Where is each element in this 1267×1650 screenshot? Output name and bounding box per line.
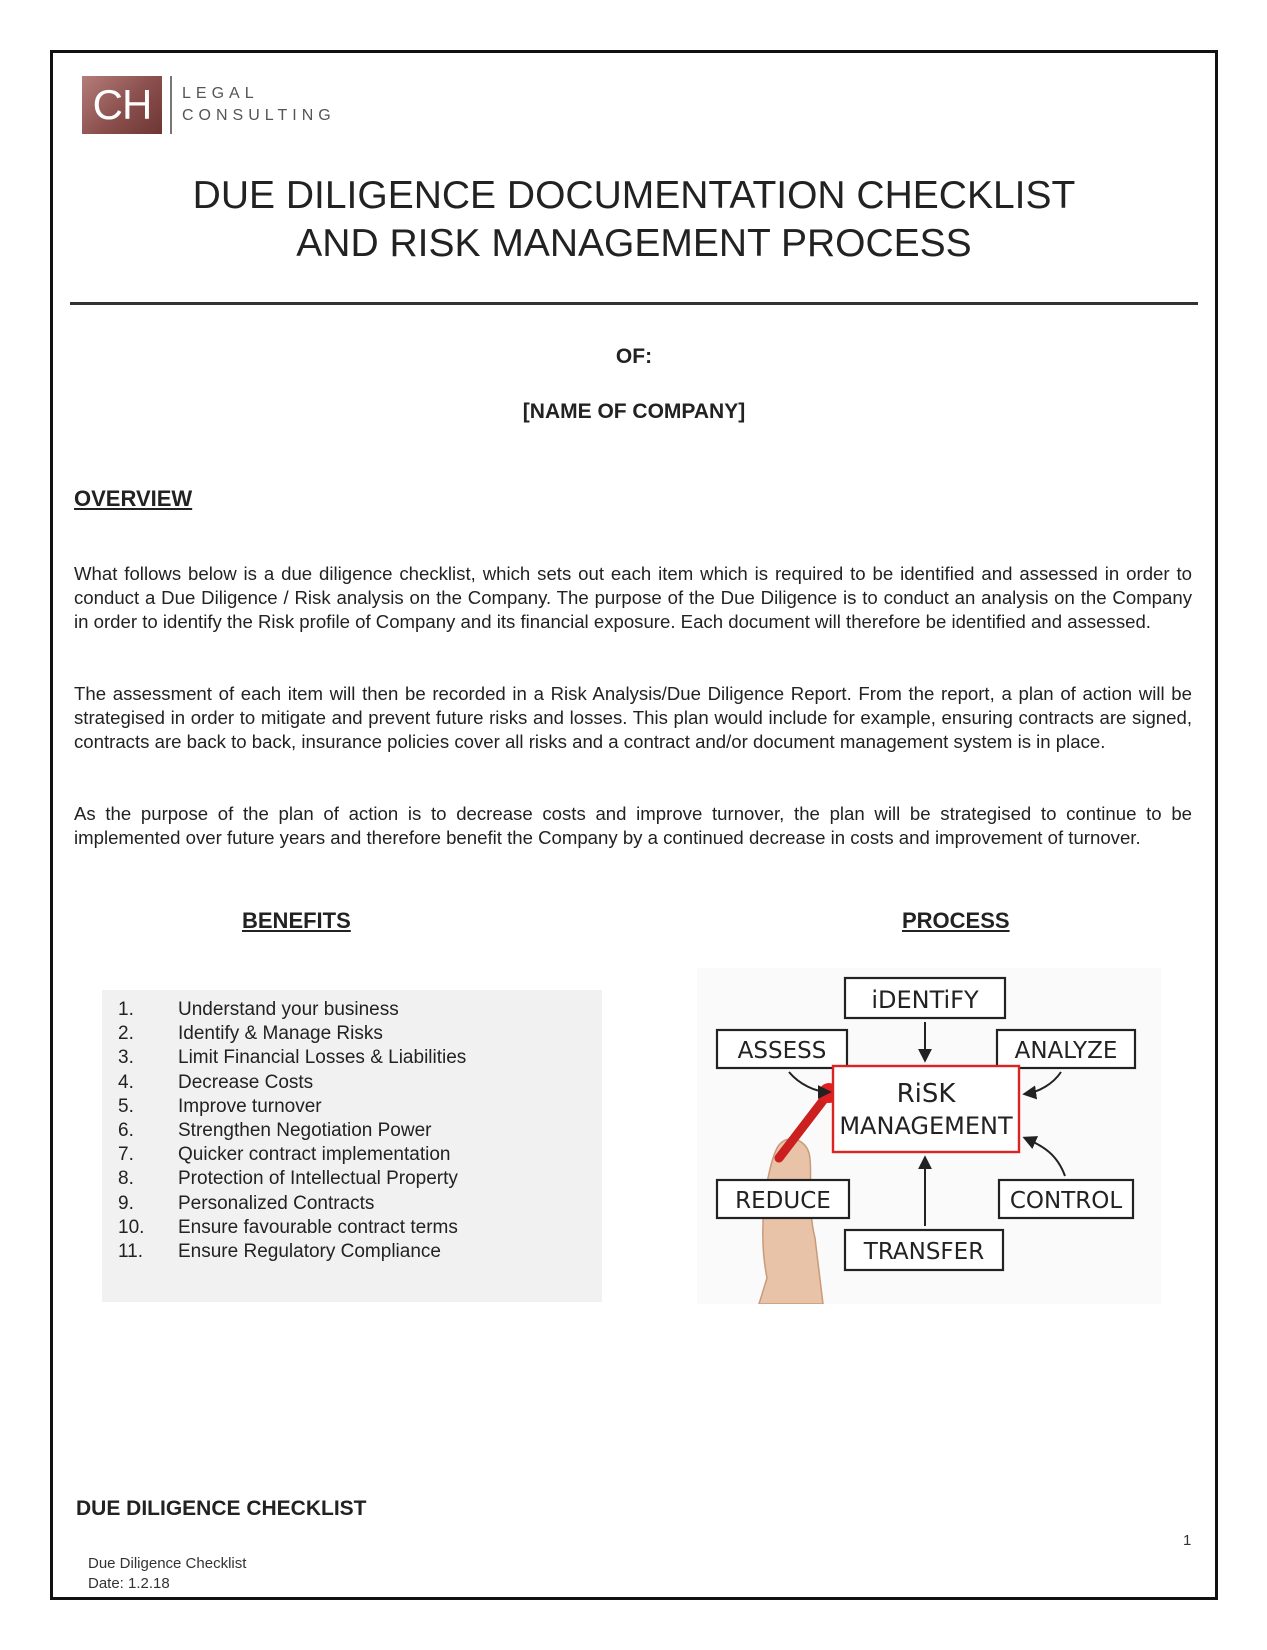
overview-paragraph: As the purpose of the plan of action is to decrease costs and improve turnover, the plan will be strategised to continue to be implemented over future years and therefore benefit the Company by a continued decrease in costs and improvement of turnover.: [74, 803, 1192, 848]
control-label: CONTROL: [1009, 1188, 1123, 1214]
benefits-list: [102, 990, 602, 1264]
title-divider: [70, 302, 1198, 305]
logo-mark: CH: [82, 76, 162, 134]
identify-label: iDENTiFY: [871, 986, 979, 1014]
overview-paragraph: The assessment of each item will then be recorded in a Risk Analysis/Due Diligence Report. From the report, a plan of action will be strategised in order to mitigate and prevent future risks and losses. This plan would include for example, ensuring contracts are signed, contracts are back to back, insurance policies cover all risks and a contract and/or document management system is in place.: [74, 683, 1192, 752]
reduce-label: REDUCE: [735, 1188, 831, 1214]
benefits-list-box: [102, 990, 602, 1302]
company-name-placeholder: [NAME OF COMPANY]: [522, 400, 746, 423]
company-logo: [82, 76, 336, 134]
overview-paragraph: What follows below is a due diligence checklist, which sets out each item which is required to be identified and assessed in order to conduct a Due Diligence / Risk analysis on the Company. The purpose of the Due Diligence is to conduct an analysis on the Company in order to identify the Risk profile of Company and its financial exposure. Each document will therefore be identified and assessed.: [74, 563, 1192, 632]
risk-management-diagram: [697, 968, 1161, 1304]
page-number: 1: [1183, 1532, 1192, 1549]
assess-label: ASSESS: [737, 1038, 827, 1064]
list-item: 9. Personalized Contracts: [118, 1192, 375, 1214]
list-item: 1. Understand your business: [118, 999, 399, 1020]
list-item: 6. Strengthen Negotiation Power: [118, 1120, 432, 1142]
process-heading: PROCESS: [902, 908, 1010, 933]
list-item: 7. Quicker contract implementation: [118, 1144, 451, 1166]
logo-divider: [170, 76, 172, 134]
list-item: 10. Ensure favourable contract terms: [118, 1216, 458, 1238]
overview-heading: OVERVIEW: [74, 486, 193, 511]
management-label: MANAGEMENT: [839, 1112, 1013, 1140]
document-title-line-1: DUE DILIGENCE DOCUMENTATION CHECKLIST: [192, 174, 1076, 217]
list-item: 8. Protection of Intellectual Property: [118, 1168, 458, 1190]
document-title-line-2: AND RISK MANAGEMENT PROCESS: [296, 222, 972, 265]
footer-document-name: Due Diligence Checklist: [88, 1555, 247, 1572]
list-item: 5. Improve turnover: [118, 1095, 322, 1117]
footer-date: Date: 1.2.18: [88, 1575, 170, 1592]
list-item: 2. Identify & Manage Risks: [118, 1023, 383, 1045]
risk-label: RiSK: [896, 1079, 956, 1109]
logo-line-2: CONSULTING: [182, 107, 336, 124]
of-label: OF:: [615, 345, 653, 368]
list-item: 11. Ensure Regulatory Compliance: [118, 1241, 441, 1263]
logo-line-1: LEGAL: [182, 85, 259, 102]
list-item: 4. Decrease Costs: [118, 1071, 314, 1093]
section-title: DUE DILIGENCE CHECKLIST: [76, 1497, 367, 1520]
transfer-label: TRANSFER: [863, 1239, 985, 1265]
benefits-heading: BENEFITS: [242, 908, 351, 933]
list-item: 3. Limit Financial Losses & Liabilities: [118, 1047, 467, 1069]
analyze-label: ANALYZE: [1014, 1038, 1118, 1064]
